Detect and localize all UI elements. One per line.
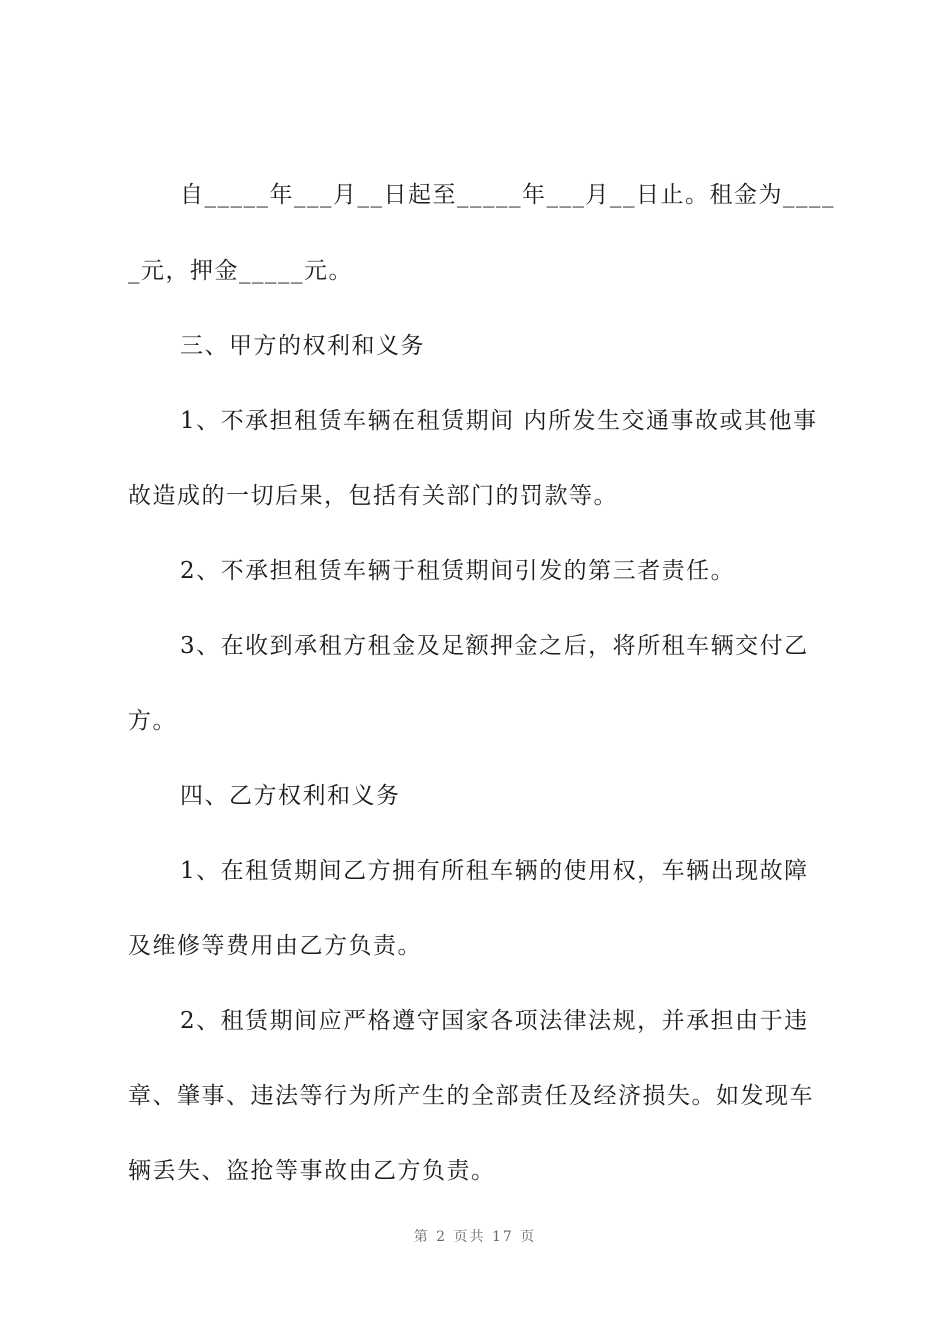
heading-party-a-rights: 三、甲方的权利和义务: [180, 333, 425, 359]
party-a-clause-3: 3、在收到承租方租金及足额押金之后，将所租车辆交付乙: [180, 633, 809, 659]
line-rent-deposit: _元，押金_____元。: [128, 258, 353, 284]
party-a-clause-1: 1、不承担租赁车辆在租赁期间 内所发生交通事故或其他事: [180, 408, 818, 434]
party-b-clause-2-end: 辆丢失、盗抢等事故由乙方负责。: [128, 1158, 496, 1184]
party-a-clause-2: 2、不承担租赁车辆于租赁期间引发的第三者责任。: [180, 558, 736, 584]
heading-party-b-rights: 四、乙方权利和义务: [180, 783, 401, 809]
page-number-footer: 第 2 页共 17 页: [413, 1229, 537, 1245]
party-b-clause-2-cont: 章、肇事、违法等行为所产生的全部责任及经济损失。如发现车: [128, 1083, 814, 1109]
party-a-clause-1-cont: 故造成的一切后果，包括有关部门的罚款等。: [128, 483, 618, 509]
party-b-clause-1: 1、在租赁期间乙方拥有所租车辆的使用权，车辆出现故障: [180, 858, 809, 884]
party-a-clause-3-cont: 方。: [128, 708, 177, 734]
party-b-clause-2: 2、租赁期间应严格遵守国家各项法律法规，并承担由于违: [180, 1008, 809, 1034]
line-rental-period: 自_____年___月__日起至_____年___月__日止。租金为____: [180, 182, 835, 208]
party-b-clause-1-cont: 及维修等费用由乙方负责。: [128, 933, 422, 959]
